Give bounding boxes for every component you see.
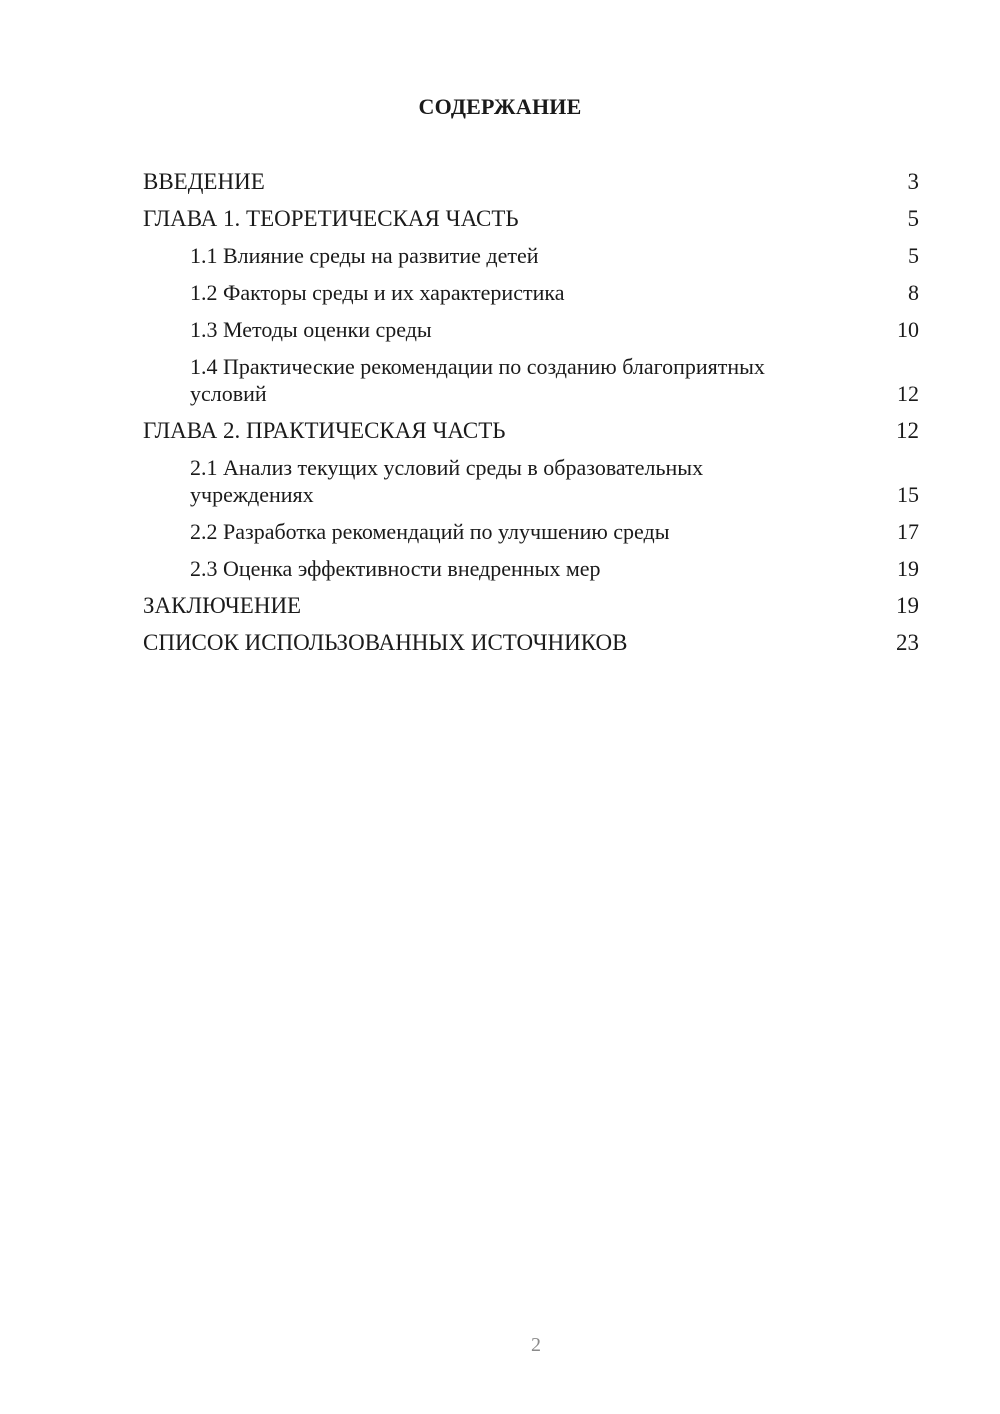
toc-entry-section-1-1 [143, 242, 919, 269]
toc-entry-page: 10 [897, 317, 919, 342]
toc-entry-page: 17 [897, 519, 919, 544]
toc-entry-label: 2.1 Анализ текущих условий среды в образовательных учреждениях [190, 455, 704, 507]
toc-entry-page: 12 [897, 381, 919, 406]
toc-entry-references [143, 629, 919, 656]
toc-entry-page: 3 [907, 169, 919, 194]
toc-entry-page: 8 [908, 280, 919, 305]
toc-entry-label: ГЛАВА 2. ПРАКТИЧЕСКАЯ ЧАСТЬ [143, 418, 506, 443]
toc-entry-section-1-2 [143, 279, 919, 306]
toc-entry-page: 5 [908, 243, 919, 268]
toc-entry-label: 1.2 Факторы среды и их характеристика [190, 280, 565, 305]
toc-entry-section-2-2 [143, 518, 919, 545]
toc-entry-label: 2.3 Оценка эффективности внедренных мер [190, 556, 601, 581]
toc-entry-chapter-2 [143, 417, 919, 444]
toc-entry-section-2-1 [143, 454, 919, 508]
toc-entry-introduction [143, 168, 919, 195]
toc-entry-page: 19 [896, 593, 919, 618]
toc-entry-page: 12 [896, 418, 919, 443]
toc-entry-label: 1.4 Практические рекомендации по созданию благоприятных условий [190, 354, 765, 406]
toc-entry-page: 15 [897, 482, 919, 507]
toc-entry-label: 1.3 Методы оценки среды [190, 317, 432, 342]
toc-entry-label: ЗАКЛЮЧЕНИЕ [143, 593, 302, 618]
toc-entry-page: 19 [897, 556, 919, 581]
toc-entry-label: ВВЕДЕНИЕ [143, 169, 265, 194]
toc-entry-section-1-3 [143, 316, 919, 343]
toc-title: СОДЕРЖАНИЕ [418, 94, 582, 119]
toc-entry-conclusion [143, 592, 919, 619]
toc-entry-label: 2.2 Разработка рекомендаций по улучшению среды [190, 519, 670, 544]
toc-entry-page: 23 [896, 630, 919, 655]
toc-entry-section-1-4 [143, 353, 919, 407]
toc-entry-label: ГЛАВА 1. ТЕОРЕТИЧЕСКАЯ ЧАСТЬ [143, 206, 519, 231]
table-of-contents [143, 168, 919, 666]
toc-entry-page: 5 [907, 206, 919, 231]
toc-entry-label: СПИСОК ИСПОЛЬЗОВАННЫХ ИСТОЧНИКОВ [143, 630, 628, 655]
page-number: 2 [531, 1334, 541, 1356]
toc-entry-label: 1.1 Влияние среды на развитие детей [190, 243, 539, 268]
toc-entry-section-2-3 [143, 555, 919, 582]
toc-entry-chapter-1 [143, 205, 919, 232]
